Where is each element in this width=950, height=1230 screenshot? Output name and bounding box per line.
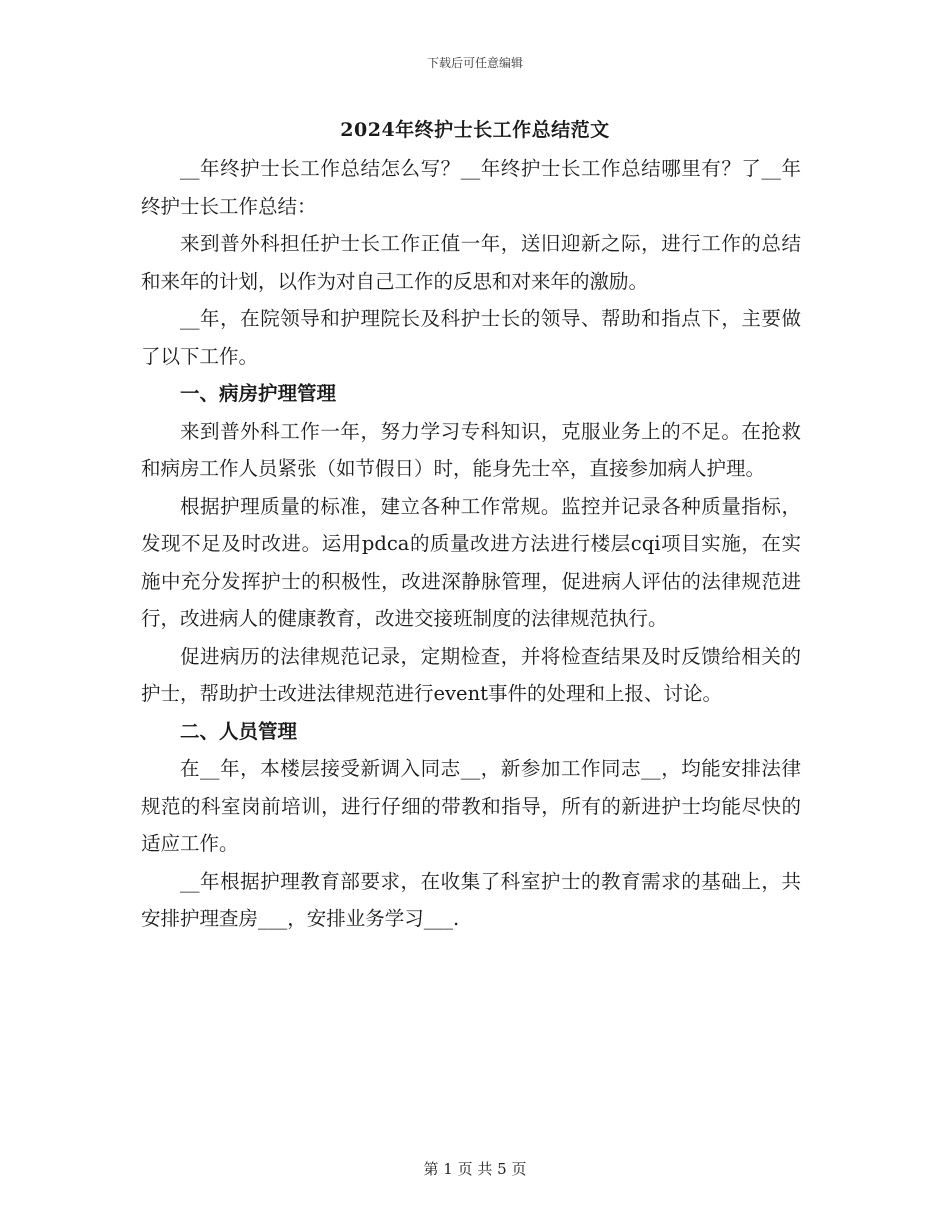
- document-title: 2024年终护士长工作总结范文: [340, 119, 610, 141]
- section-heading: 一、病房护理管理: [180, 382, 337, 405]
- paragraph: 来到普外科工作一年，努力学习专科知识，克服业务上的不足。在抢救和病房工作人员紧张（如节假日）时，能身先士卒，直接参加病人护理。: [141, 419, 801, 480]
- paragraph: 来到普外科担任护士长工作正值一年，送旧迎新之际，进行工作的总结和来年的计划，以作为对自己工作的反思和对来年的激励。: [141, 232, 801, 293]
- section-heading: 二、人员管理: [180, 719, 298, 743]
- page-number: 第 1 页 共 5 页: [423, 1160, 527, 1178]
- paragraph: 根据护理质量的标准，建立各种工作常规。监控并记录各种质量指标，发现不足及时改进。运用pdca的质量改进方法进行楼层cqi项目实施，在实施中充分发挥护士的积极性，改进深静脉管理，促进病人评估的法律规范进行，改进病人的健康教育，改进交接班制度的法律规范执行。: [141, 494, 801, 630]
- paragraph: __年终护士长工作总结怎么写？__年终护士长工作总结哪里有？了__年终护士长工作总结：: [141, 157, 801, 218]
- paragraph: 在__年，本楼层接受新调入同志__，新参加工作同志__，均能安排法律规范的科室岗前培训，进行仔细的带教和指导，所有的新进护士均能尽快的适应工作。: [141, 757, 801, 855]
- paragraph: __年根据护理教育部要求，在收集了科室护士的教育需求的基础上，共安排护理查房___，安排业务学习___.: [141, 869, 801, 930]
- paragraph: __年，在院领导和护理院长及科护士长的领导、帮助和指点下，主要做了以下工作。: [141, 307, 801, 368]
- paragraph: 促进病历的法律规范记录，定期检查，并将检查结果及时反馈给相关的护士，帮助护士改进法律规范进行event事件的处理和上报、讨论。: [141, 644, 801, 705]
- document-body: [141, 150, 801, 938]
- page-header-note: 下载后可任意编辑: [426, 56, 523, 70]
